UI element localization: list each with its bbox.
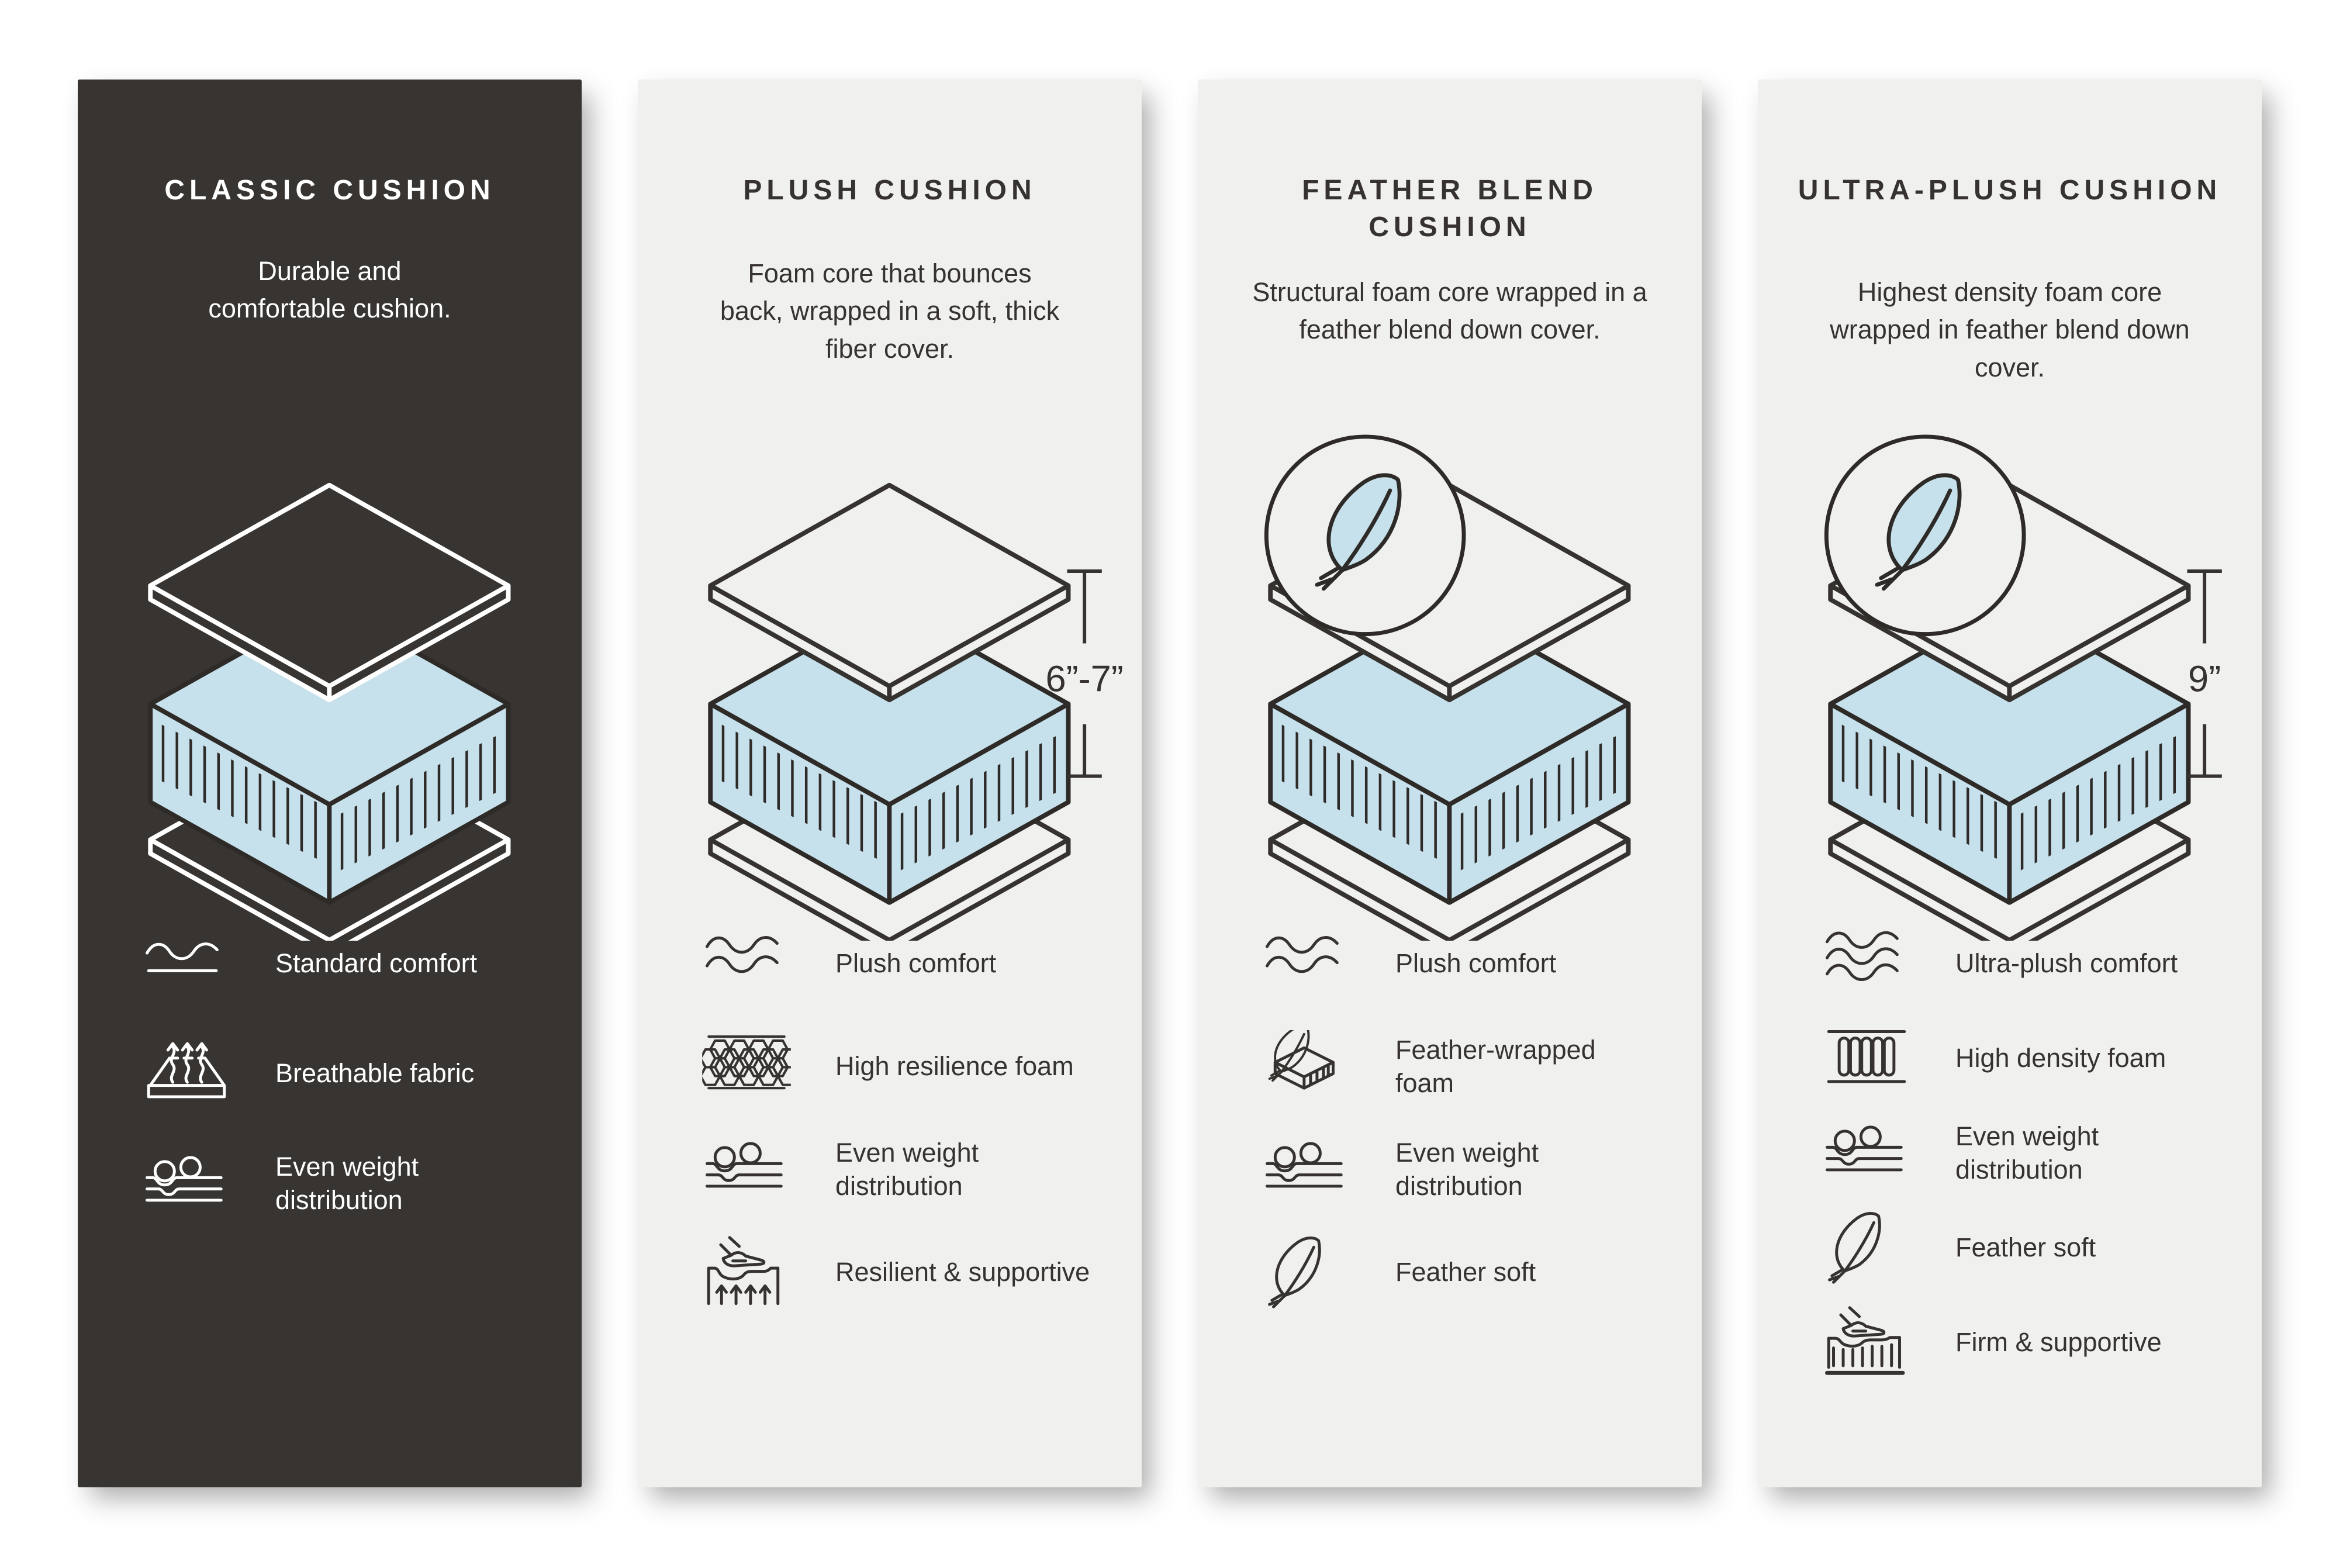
panel-title: PLUSH CUSHION (743, 175, 1036, 206)
panel-title: FEATHER BLEND CUSHION (1302, 175, 1598, 243)
feature-item (1262, 927, 1667, 1000)
feature-label: Resilient & supportive (835, 1257, 1090, 1287)
panel-classic-cushion (78, 80, 582, 1487)
feather-badge (1826, 437, 2024, 634)
panel-ultra-plush-cushion (1758, 80, 2262, 1487)
feature-label: Firm & supportive (1955, 1327, 2162, 1358)
feature-label: Feather soft (1955, 1232, 2096, 1263)
feature-label: Feather-wrapped foam (1395, 1034, 1596, 1098)
height-dimension-marker (2187, 571, 2222, 776)
feature-label: Even weight distribution (1955, 1121, 2099, 1184)
honeycomb-foam-icon (702, 1030, 791, 1103)
feature-label: Feather soft (1395, 1257, 1536, 1287)
dimension-label: 6”-7” (1045, 658, 1124, 700)
panel-description: Highest density foam core wrapped in feather blend down cover. (1830, 277, 2190, 382)
feature-list (1262, 927, 1667, 1339)
feature-label: Standard comfort (275, 948, 478, 979)
feature-item (702, 1030, 1107, 1103)
feather-badge (1266, 437, 1464, 634)
feather-icon (1822, 1211, 1911, 1284)
high-density-foam-icon (1822, 1022, 1911, 1094)
feature-item (142, 927, 547, 1000)
resilient-foot-icon (702, 1236, 791, 1308)
firm-supportive-icon (1822, 1306, 1911, 1379)
feature-item (1822, 927, 2227, 1000)
weight-distribution-icon (1822, 1117, 1911, 1189)
feature-item (1262, 1236, 1667, 1308)
panel-feather-blend-cushion (1198, 80, 1702, 1487)
panel-description: Foam core that bounces back, wrapped in a soft, thick fiber cover. (720, 258, 1060, 364)
panel-description: Structural foam core wrapped in a feather blend down cover. (1252, 277, 1647, 345)
weight-distribution-icon (1262, 1133, 1351, 1206)
feature-label: Ultra-plush comfort (1955, 948, 2178, 979)
cushion-layers-illustration (113, 433, 580, 941)
panel-title: CLASSIC CUSHION (164, 175, 495, 206)
feature-item (1262, 1030, 1667, 1103)
cushion-layers-illustration (673, 433, 1141, 941)
breathable-icon (142, 1037, 231, 1110)
feature-item (702, 1133, 1107, 1206)
feature-item (702, 927, 1107, 1000)
feature-label: High density foam (1955, 1043, 2166, 1073)
weight-distribution-icon (142, 1147, 231, 1220)
weight-distribution-icon (702, 1133, 791, 1206)
cushion-layers-illustration (1793, 433, 2261, 941)
dimension-label: 9” (2188, 658, 2221, 700)
feature-item (142, 1147, 547, 1220)
wave-double-icon (1262, 927, 1351, 1000)
feature-label: Even weight distribution (1395, 1137, 1539, 1201)
feature-item (1822, 1306, 2227, 1379)
wave-single-icon (142, 927, 231, 1000)
wave-double-icon (702, 927, 791, 1000)
panel-title: ULTRA-PLUSH CUSHION (1798, 175, 2222, 206)
feature-item (1822, 1022, 2227, 1094)
feature-label: High resilience foam (835, 1051, 1074, 1082)
feather-wrapped-foam-icon (1262, 1030, 1351, 1103)
feature-item (1822, 1211, 2227, 1284)
cushion-layers-illustration (1233, 433, 1701, 941)
panel-description: Durable and comfortable cushion. (208, 256, 451, 324)
feature-list (702, 927, 1107, 1339)
feature-item (142, 1037, 547, 1110)
feature-label: Plush comfort (835, 948, 997, 979)
panel-plush-cushion (638, 80, 1142, 1487)
feature-item (1262, 1133, 1667, 1206)
feature-label: Even weight distribution (835, 1137, 979, 1201)
feature-label: Plush comfort (1395, 948, 1557, 979)
wave-triple-icon (1822, 927, 1911, 1000)
feather-icon (1262, 1236, 1351, 1308)
feature-list (1822, 927, 2227, 1401)
feature-label: Even weight distribution (275, 1151, 419, 1215)
feature-list (142, 927, 547, 1257)
feature-item (1822, 1117, 2227, 1189)
feature-label: Breathable fabric (275, 1058, 475, 1089)
feature-item (702, 1236, 1107, 1308)
